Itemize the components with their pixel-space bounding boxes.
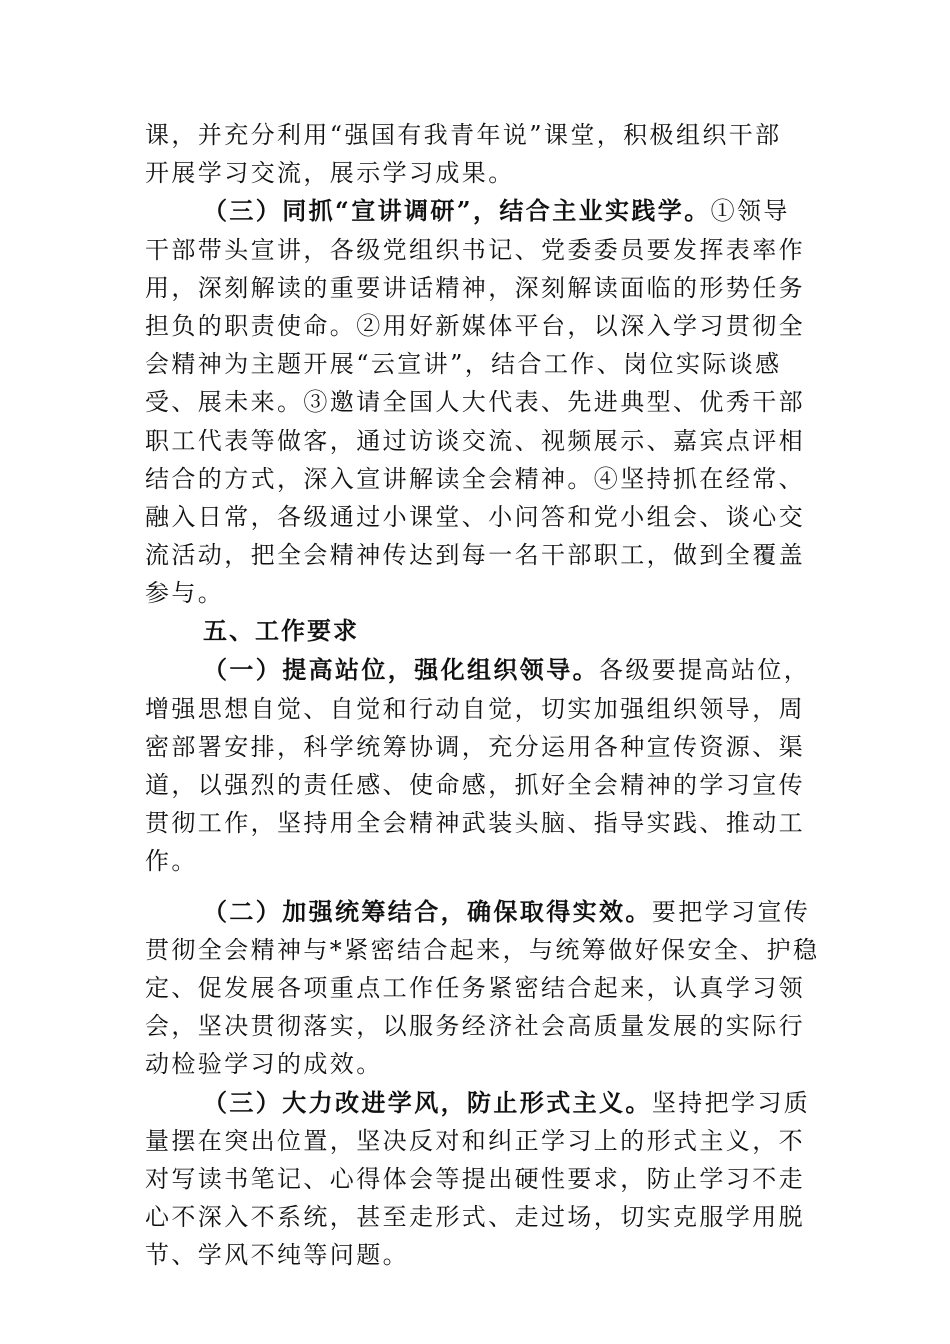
paragraph-text: 坚持把学习质 [651,1088,811,1117]
text-line: 定、促发展各项重点工作任务紧密结合起来，认真学习领 [145,973,805,1002]
text-line: 会，坚决贯彻落实，以服务经济社会高质量发展的实际行 [145,1012,805,1041]
text-line: 作。 [145,847,198,876]
text-line: 贯彻工作，坚持用全会精神武装头脑、指导实践、推动工 [145,809,805,838]
text-line: 融入日常，各级通过小课堂、小问答和党小组会、谈心交 [145,502,805,531]
document-page [145,116,820,1274]
paragraph-preaching-research [145,192,805,612]
paragraph-text: 要把学习宣传 [651,897,811,926]
paragraph-lead: （三）大力改进学风，防止形式主义。 [203,1087,652,1117]
text-line: 干部带头宣讲，各级党组织书记、党委委员要发挥表率作 [145,235,805,264]
text-line: 课，并充分利用“强国有我青年说”课堂，积极组织干部 [145,121,782,149]
text-line: 节、学风不纯等问题。 [145,1241,409,1270]
paragraph-text: ①领导 [710,197,790,226]
paragraph-study-style [145,1084,811,1275]
text-line: 对写读书笔记、心得体会等提出硬性要求，防止学习不走 [145,1164,805,1193]
text-line [145,1084,811,1122]
text-line: 流活动，把全会精神传达到每一名干部职工，做到全覆盖 [145,541,805,570]
paragraph-continuation [145,116,805,192]
text-line [145,651,811,689]
text-line: 密部署安排，科学统筹协调，充分运用各种宣传资源、渠 [145,732,805,761]
text-line: 担负的职责使命。②用好新媒体平台，以深入学习贯彻全 [145,311,805,340]
text-line: 道，以强烈的责任感、使命感，抓好全会精神的学习宣传 [145,771,805,799]
text-line: 职工代表等做客，通过访谈交流、视频展示、嘉宾点评相 [145,426,805,455]
text-line: 量摆在突出位置，坚决反对和纠正学习上的形式主义，不 [145,1126,805,1155]
paragraph-lead: （一）提高站位，强化组织领导。 [203,655,599,685]
paragraph-text: 各级要提高站位， [599,656,811,685]
text-line: 受、展未来。③邀请全国人大代表、先进典型、优秀干部 [145,388,805,417]
paragraph-coordination [145,893,820,1084]
paragraph-lead: （二）加强统筹结合，确保取得实效。 [203,896,652,926]
text-line: 开展学习交流，展示学习成果。 [145,159,515,188]
text-line: 增强思想自觉、自觉和行动自觉，切实加强组织领导，周 [145,694,805,723]
section-heading: 五、工作要求 [203,617,359,646]
text-line: 用，深刻解读的重要讲话精神，深刻解读面临的形势任务 [145,273,805,302]
text-line: 贯彻全会精神与*紧密结合起来，与统筹做好保安全、护稳 [145,935,820,964]
text-line: 心不深入不系统，甚至走形式、走过场，切实克服学用脱 [145,1203,805,1232]
text-line [145,893,811,931]
text-line: 结合的方式，深入宣讲解读全会精神。④坚持抓在经常、 [145,464,805,493]
text-line: 参与。 [145,579,225,608]
text-line: 会精神为主题开展“云宣讲”，结合工作、岗位实际谈感 [145,350,782,379]
text-line: 动检验学习的成效。 [145,1050,383,1079]
paragraph-gap [145,881,805,893]
paragraph-raise-standing [145,651,811,880]
text-line [145,192,805,230]
paragraph-lead: （三）同抓“宣讲调研”，结合主业实践学。 [203,196,711,226]
